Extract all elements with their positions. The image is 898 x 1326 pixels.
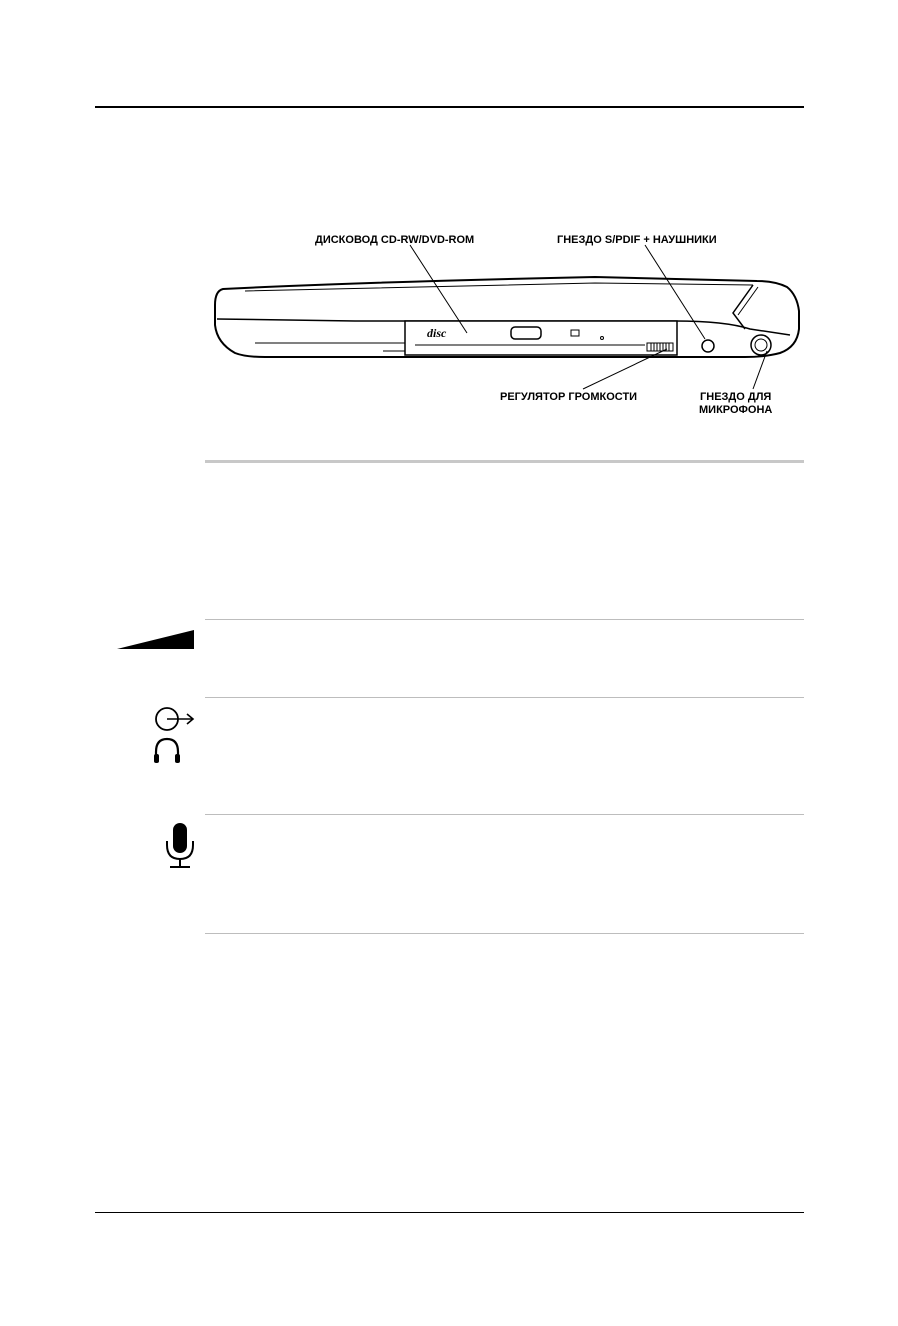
- table-separator: [205, 697, 804, 698]
- callout-volume-control: РЕГУЛЯТОР ГРОМКОСТИ: [500, 391, 638, 403]
- callout-microphone-jack: [699, 391, 772, 417]
- callout-optical-drive: ДИСКОВОД CD-RW/DVD-ROM: [315, 234, 475, 246]
- drive-logo: disc: [427, 326, 447, 340]
- spdif-headphone-jack: [702, 340, 714, 352]
- volume-wedge-icon: [117, 630, 195, 650]
- laptop-side-view-figure: [205, 225, 805, 445]
- table-separator: [205, 933, 804, 934]
- microphone-icon: [162, 823, 198, 871]
- callout-mic-line-1: ГНЕЗДО ДЛЯ: [700, 391, 772, 403]
- microphone-jack-inner: [755, 339, 767, 351]
- callout-mic-line-2: МИКРОФОНА: [699, 404, 773, 416]
- footer-rule: [95, 1212, 804, 1213]
- table-separator: [205, 619, 804, 620]
- headphone-output-icon: [152, 706, 196, 770]
- eject-button: [511, 327, 541, 339]
- header-rule: [95, 106, 804, 108]
- drive-led: [571, 330, 579, 336]
- figure-bottom-rule: [205, 460, 804, 463]
- table-separator: [205, 814, 804, 815]
- callout-spdif-headphone-jack: ГНЕЗДО S/PDIF + НАУШНИКИ: [557, 234, 717, 246]
